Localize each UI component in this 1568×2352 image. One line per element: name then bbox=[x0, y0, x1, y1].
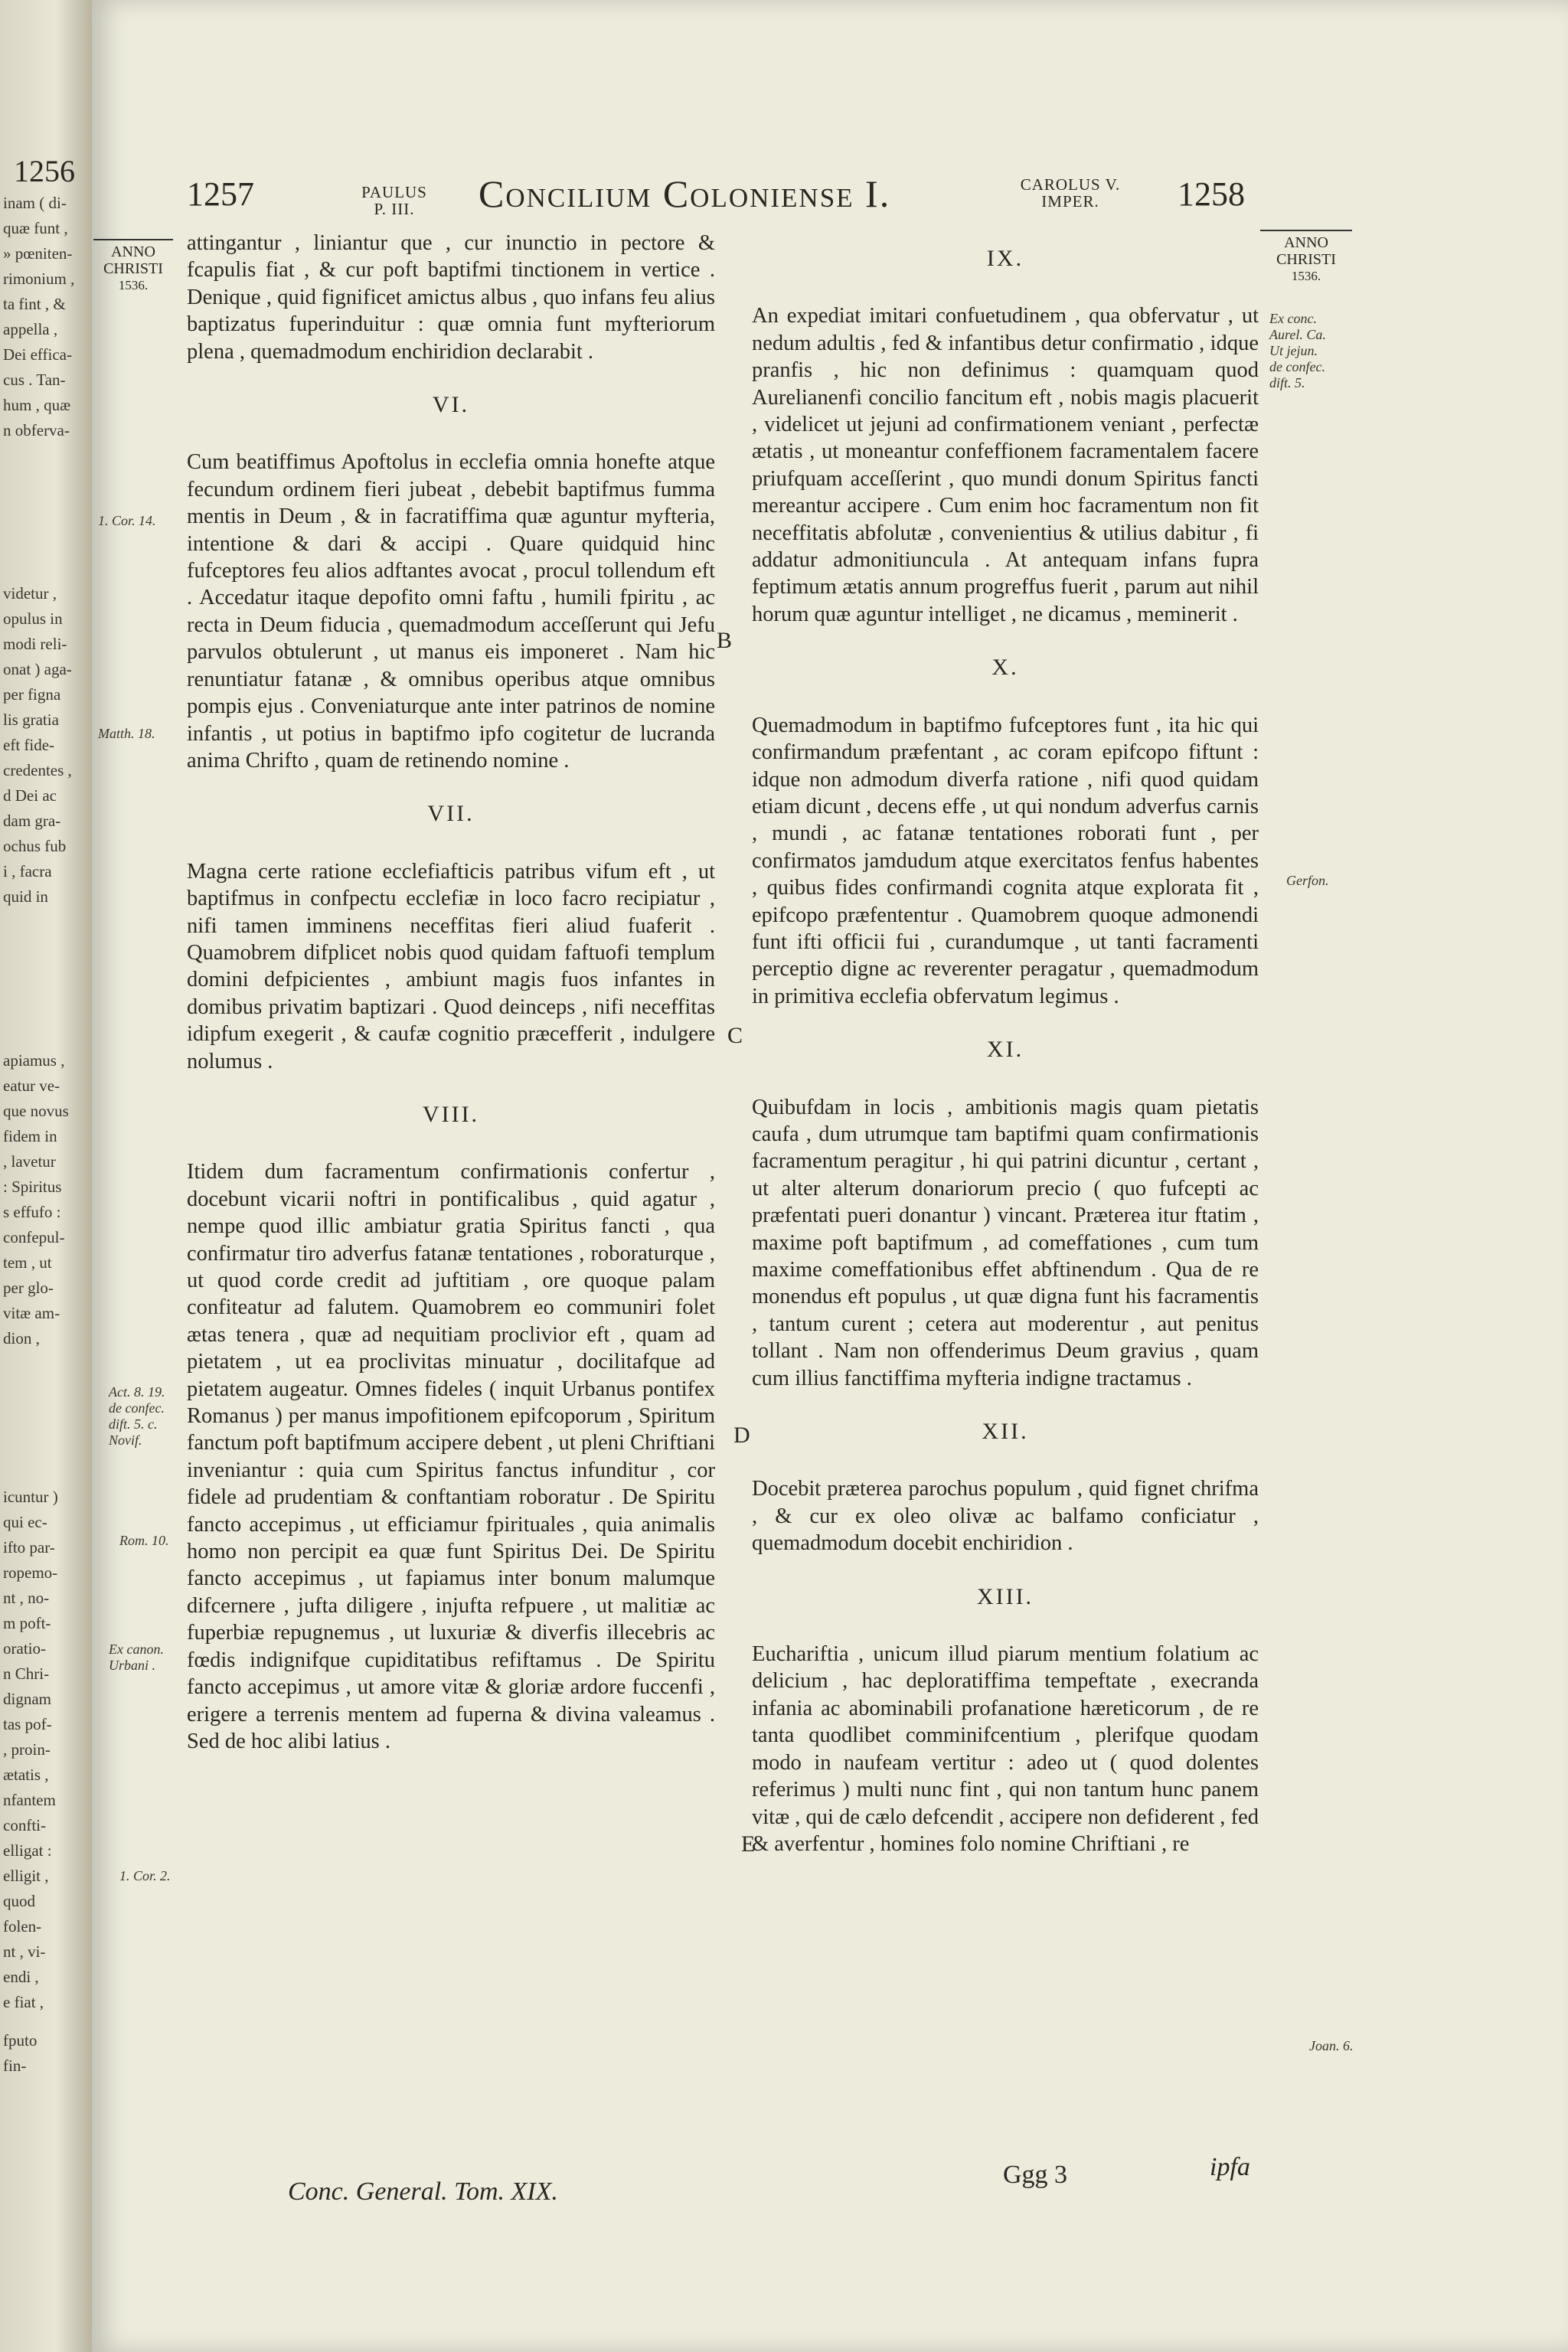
anno-left-line3: 1536. bbox=[118, 278, 149, 292]
section-letter-d: D bbox=[733, 1423, 750, 1448]
right-column bbox=[752, 245, 1259, 1857]
prev-page-fragment: e fiat , bbox=[3, 1993, 44, 2011]
section-heading-13: XIII. bbox=[976, 1583, 1034, 1609]
prev-page-fragment: quæ funt , bbox=[3, 219, 68, 237]
prev-page-fragment: qui ec- bbox=[3, 1513, 47, 1531]
prev-page-fragment: Dei effica- bbox=[3, 345, 72, 364]
prev-page-fragment: n obferva- bbox=[3, 421, 70, 439]
anno-right-line2: CHRISTI bbox=[1276, 251, 1336, 268]
prev-page-fragment: que novus bbox=[3, 1102, 69, 1120]
margin-note-act8-line1: Act. 8. 19. bbox=[109, 1384, 165, 1400]
footer-catchword: ipfa bbox=[1210, 2153, 1250, 2181]
prev-page-fragment: onat ) aga- bbox=[3, 660, 72, 678]
margin-note-urbani-line2: Urbani . bbox=[109, 1658, 156, 1673]
margin-note-aurel bbox=[1269, 311, 1326, 391]
section-13-paragraph: Euchariftia , unicum illud piarum mentium folatium ac delicium , hac deploratiffima tempeftate , execranda infania ac abominabili profanatione hæreticorum , de re tanta quodlibet comminifcentium , plerifque quodam modo in naufeam vertitur : adeo ut ( quod dolentes referimus ) multi nunc fint , qui non tantum hunc panem vitæ , qui de cælo defcendit , accipere non defiderent , fed & averfentur , homines folo nomine Chriftiani , re bbox=[752, 1642, 1259, 1856]
page-number-right: 1258 bbox=[1178, 175, 1245, 213]
prev-page-fragment: endi , bbox=[3, 1968, 39, 1986]
prev-page-fragment: quid in bbox=[3, 887, 48, 906]
anno-left-line1: ANNO bbox=[111, 243, 155, 260]
anno-right-line3: 1536. bbox=[1291, 269, 1321, 283]
margin-note-1cor14: 1. Cor. 14. bbox=[98, 513, 156, 528]
prev-page-fragment: tas pof- bbox=[3, 1715, 52, 1733]
prev-page-fragment: confepul- bbox=[3, 1228, 65, 1246]
anno-right-line1: ANNO bbox=[1284, 234, 1328, 251]
prev-page-fragment: nt , no- bbox=[3, 1589, 50, 1607]
section-heading-12: XII. bbox=[982, 1419, 1029, 1445]
margin-note-1cor2: 1. Cor. 2. bbox=[119, 1868, 171, 1883]
section-11-paragraph: Quibufdam in locis , ambitionis magis quam pietatis caufa , dum utrumque tam baptifmi quam confirmationis facramentum peragitur , hi qui patrini dicuntur , certant , ut alter alterum donariorum precio ( quo fufcepti ac præfentati pueri donantur ) vincant. Præterea itur ftatim , maxime poft baptifmum , ad comeffationes , cum tum maxime comeffationibus effet abftinendum . Qua de re monendus eft populus , ut quæ digna funt his facramentis , tantum curent ; cetera aut moderentur , aut penitus tollant . Nam non offenderimus Deum gravius , quam cum illius fanctiffima myfteria indigne tractamus . bbox=[752, 1095, 1259, 1390]
prev-page-fragment: ætatis , bbox=[3, 1766, 49, 1784]
section-heading-11: XI. bbox=[986, 1037, 1024, 1063]
prev-page-fragment: folen- bbox=[3, 1917, 42, 1936]
prev-page-fragment: eatur ve- bbox=[3, 1076, 60, 1095]
section-letter-e: E bbox=[741, 1831, 756, 1857]
prev-page-fragment: , lavetur bbox=[3, 1152, 56, 1171]
margin-note-act8-line4: Novif. bbox=[109, 1432, 142, 1448]
prev-page-fragment: rimonium , bbox=[3, 270, 75, 288]
section-8-paragraph: Itidem dum facramentum confirmationis confertur , docebunt vicarii noftri in pontificalibus , quid agatur , nempe quod illic ambiatur gratia Spiritus fancti , qua confirmatur tiro adverfus fatanæ tentationes , roboraturque , ut quod corde credit ad juftitiam , ore quoque palam confiteatur ad falutem. Quamobrem eo communiri folet ætas tenera , quæ ad nequitiam proclivior eft , quam ad pietatem , ut ea proclivitas minuatur , docilitafque ad pietatem augeatur. Omnes fideles ( inquit Urbanus pontifex Romanus ) per manus impofitionem epifcoporum , Spiritum fanctum poft baptifmum accipere debent , ut pleni Chriftiani inveniantur : quia cum Spiritus fanctus infunditur , cor fidele ad prudentiam & conftantiam roboratur . De Spiritu fancto accepimus , ut efficiamur fpirituales , quia animalis homo non percipit ea quæ funt Spiritus Dei. De Spiritu fancto accepimus , ut fapiamus inter bonum malumque difcernere , jufta diligere , injufta refpuere , ut malitiæ ac fuperbiæ repugnemus , ut luxuriæ & diverfis illecebris ac fœdis indignifque cupiditatibus refiftamus . De Spiritu fancto accepimus , ut amore vitæ & gloriæ ardore fuccenfi , erigere a terrenis mentem ad fuperna & divina valeamus . Sed de hoc alibi latius . bbox=[187, 1160, 715, 1753]
margin-note-matth18: Matth. 18. bbox=[98, 726, 155, 741]
prev-page-fragment: fidem in bbox=[3, 1127, 57, 1145]
prev-page-fragment: fputo bbox=[3, 2031, 38, 2050]
prev-page-fragment: dignam bbox=[3, 1690, 51, 1708]
footer-signature: Ggg 3 bbox=[1003, 2161, 1068, 2189]
prev-page-fragment: elligit , bbox=[3, 1867, 49, 1885]
margin-note-act8-line2: de confec. bbox=[109, 1400, 165, 1416]
header-carolus-name: CAROLUS V. bbox=[1020, 175, 1121, 194]
section-9-paragraph: An expediat imitari confuetudinem , qua obfervatur , ut nedum adultis , fed & infantibus detur confirmatio , idque pranfis , hic non definimus : quamquam quod Aurelianenfi concilio fancitum eft , nobis magis placuerit , videlicet ut jejuni ad confirmationem veniant , perfectæ ætatis , ut moneantur confeffionem facramentalem facere priufquam acceſſerint , quo mundi donum Spiritus fancti mereantur accipere . Cum enim hoc facramentum non fit neceffitatis abfolutæ , convenientius & utilius dabitur , fi addatur admonitiuncula . At antequam infans fupra feptimum ætatis annum progreffus fuerit , parum aut nihil horum quæ aguntur intelliget , ne dicamus , meminerit . bbox=[752, 304, 1259, 626]
margin-note-aurel-line5: dift. 5. bbox=[1269, 375, 1305, 390]
header-carolus bbox=[994, 176, 1147, 210]
anno-christi-left bbox=[93, 239, 173, 294]
page-number-left: 1257 bbox=[187, 175, 254, 213]
prev-page-fragment: opulus in bbox=[3, 609, 63, 628]
prev-page-fragment: nfantem bbox=[3, 1791, 56, 1809]
section-heading-7: VII. bbox=[427, 801, 475, 827]
margin-note-act8 bbox=[109, 1384, 165, 1449]
prev-page-fragment: fin- bbox=[3, 2056, 27, 2075]
prev-page-fragment: apiamus , bbox=[3, 1051, 65, 1070]
prev-page-fragment: m poft- bbox=[3, 1614, 51, 1632]
header-carolus-title: IMPER. bbox=[1041, 192, 1099, 211]
prev-page-fragment: appella , bbox=[3, 320, 58, 338]
prev-page-fragment: i , facra bbox=[3, 862, 52, 880]
prev-page-fragment: inam ( di- bbox=[3, 194, 67, 212]
prev-page-fragment: d Dei ac bbox=[3, 786, 57, 805]
section-letter-c: C bbox=[727, 1023, 743, 1048]
page bbox=[92, 0, 1568, 2352]
prev-page-fragment: ifto par- bbox=[3, 1538, 55, 1557]
prev-page-fragment: confti- bbox=[3, 1816, 46, 1834]
header-paulus-number: P. III. bbox=[374, 200, 415, 218]
prev-page-fragment: videtur , bbox=[3, 584, 57, 603]
section-7-paragraph: Magna certe ratione ecclefiafticis patribus vifum eft , ut baptifmus in confpectu ecclefiæ in loco facro recipiatur , nifi tamen imminens neceffitas fieri aliud fuaferit . Quamobrem difplicet nobis quod quidam faftuofi templum domini defpicientes , ambiunt magis fuos infantes in domibus privatim baptizari . Quod deinceps , nifi neceffitas idipfum exegerit , & caufæ cognitio præcefferit , indulgere nolumus . bbox=[187, 859, 715, 1073]
header-paulus bbox=[345, 184, 444, 217]
prev-page-fragment: » pœniten- bbox=[3, 244, 73, 263]
section-heading-10: X. bbox=[991, 655, 1019, 681]
prev-page-fragment: dam gra- bbox=[3, 812, 61, 830]
section-10-paragraph: Quemadmodum in baptifmo fufceptores funt , ita hic qui confirmandum præfentant , ac coram epifcopo fiftunt : idque non admodum diverfa ratione , nifi quod quidam etiam dicunt , decens effe , ut qui nondum adverfus carnis , mundi , ac fatanæ tentationes roborati funt , per confirmatos jamdudum atque exercitatos fenfus habentes , quibus fides confirmandi cognita atque explorata fit , epifcopo præfententur . Quamobrem quoque admonendi funt ifti officii fui , curandumque , ut tanti facramenti perceptio digne ac reverenter peragatur , quemadmodum in primitiva ecclefia obfervatum legimus . bbox=[752, 713, 1259, 1008]
margin-note-joan6: Joan. 6. bbox=[1309, 2038, 1354, 2053]
prev-page-fragment: per glo- bbox=[3, 1279, 54, 1297]
margin-note-rom10: Rom. 10. bbox=[119, 1533, 169, 1548]
prev-page-fragment: , proin- bbox=[3, 1740, 51, 1759]
margin-note-aurel-line2: Aurel. Ca. bbox=[1269, 327, 1326, 342]
margin-note-gerson: Gerfon. bbox=[1286, 873, 1329, 888]
previous-page-edge bbox=[0, 0, 92, 2352]
anno-christi-right bbox=[1260, 230, 1352, 285]
prev-page-fragment: modi reli- bbox=[3, 635, 67, 653]
prev-page-fragment: ta fint , & bbox=[3, 295, 66, 313]
prev-page-fragment: lis gratia bbox=[3, 710, 59, 729]
prev-page-fragment: ochus fub bbox=[3, 837, 67, 855]
margin-note-aurel-line4: de confec. bbox=[1269, 359, 1325, 374]
prev-page-fragment: n Chri- bbox=[3, 1664, 50, 1683]
prev-page-fragment: s effufo : bbox=[3, 1203, 61, 1221]
prev-page-fragment: oratio- bbox=[3, 1639, 46, 1658]
section-6-paragraph: Cum beatiffimus Apoftolus in ecclefia omnia honefte atque fecundum ordinem fieri jubeat , debebit baptifmus fumma mentis in Deum , & in facratiffima quæ aguntur myfteria, intentione & dari & accipi . Quare quidquid hinc fufceptores feu alios adftantes avocat , procul tollendum eft . Accedatur itaque depofito omni faftu , humili fpiritu , ac recta in Deum fiducia , quemadmodum acceſſerunt qui Jefu parvulos obtulerunt , ut manus eis imponeret . Nam hic renuntiatur fatanæ , & omnibus operibus atque omnibus pompis ejus . Conveniaturque ante inter patrinos de nomine infantis , ut potius in baptifmo ipfo cogitetur de lucranda anima Chrifto , quam de retinendo nomine . bbox=[187, 450, 715, 773]
margin-note-aurel-line3: Ut jejun. bbox=[1269, 343, 1318, 358]
margin-note-aurel-line1: Ex conc. bbox=[1269, 311, 1317, 326]
prev-page-fragment: vitæ am- bbox=[3, 1304, 60, 1322]
prev-page-fragment: ropemo- bbox=[3, 1563, 58, 1582]
prev-page-fragment: cus . Tan- bbox=[3, 371, 66, 389]
prev-page-fragment: dion , bbox=[3, 1329, 40, 1348]
prev-page-fragment: nt , vi- bbox=[3, 1942, 46, 1961]
left-column bbox=[187, 230, 715, 1755]
section-12-paragraph: Docebit præterea parochus populum , quid fignet chrifma , & cur ex oleo olivæ ac balfamo conficiatur , quemadmodum docebit enchiridion . bbox=[752, 1477, 1259, 1556]
prev-page-fragment: tem , ut bbox=[3, 1253, 52, 1272]
section-heading-8: VIII. bbox=[422, 1101, 480, 1127]
prev-page-fragment: : Spiritus bbox=[3, 1178, 62, 1196]
running-title: Concilium Coloniense I. bbox=[479, 172, 891, 215]
prev-page-fragment: icuntur ) bbox=[3, 1488, 58, 1506]
prev-page-fragment: per figna bbox=[3, 685, 61, 704]
footer-collection-title: Conc. General. Tom. XIX. bbox=[288, 2177, 558, 2206]
intro-paragraph: attingantur , liniantur que , cur inunctio in pectore & fcapulis fiat , & cur poft baptifmi tinctionem in vertice . Denique , quid fignificet amictus albus , quo infans feu alius baptizatus fuperinduitur : quæ omnia funt myfteriorum plena , quemadmodum enchiridion declarabit . bbox=[187, 231, 715, 364]
header-paulus-name: PAULUS bbox=[361, 183, 427, 201]
prev-page-fragment: quod bbox=[3, 1892, 35, 1910]
prev-page-fragment: elligat : bbox=[3, 1841, 52, 1860]
prev-page-fragment: credentes , bbox=[3, 761, 72, 779]
margin-note-urbani bbox=[109, 1642, 164, 1674]
prev-page-number: 1256 bbox=[14, 154, 75, 188]
prev-page-fragment: eft fide- bbox=[3, 736, 55, 754]
section-heading-6: VI. bbox=[432, 392, 470, 418]
section-letter-b: B bbox=[717, 628, 733, 653]
prev-page-fragment: hum , quæ bbox=[3, 396, 71, 414]
section-heading-9: IX. bbox=[986, 246, 1024, 271]
anno-left-line2: CHRISTI bbox=[103, 260, 163, 277]
margin-note-urbani-line1: Ex canon. bbox=[109, 1642, 164, 1657]
margin-note-act8-line3: dift. 5. c. bbox=[109, 1416, 158, 1432]
